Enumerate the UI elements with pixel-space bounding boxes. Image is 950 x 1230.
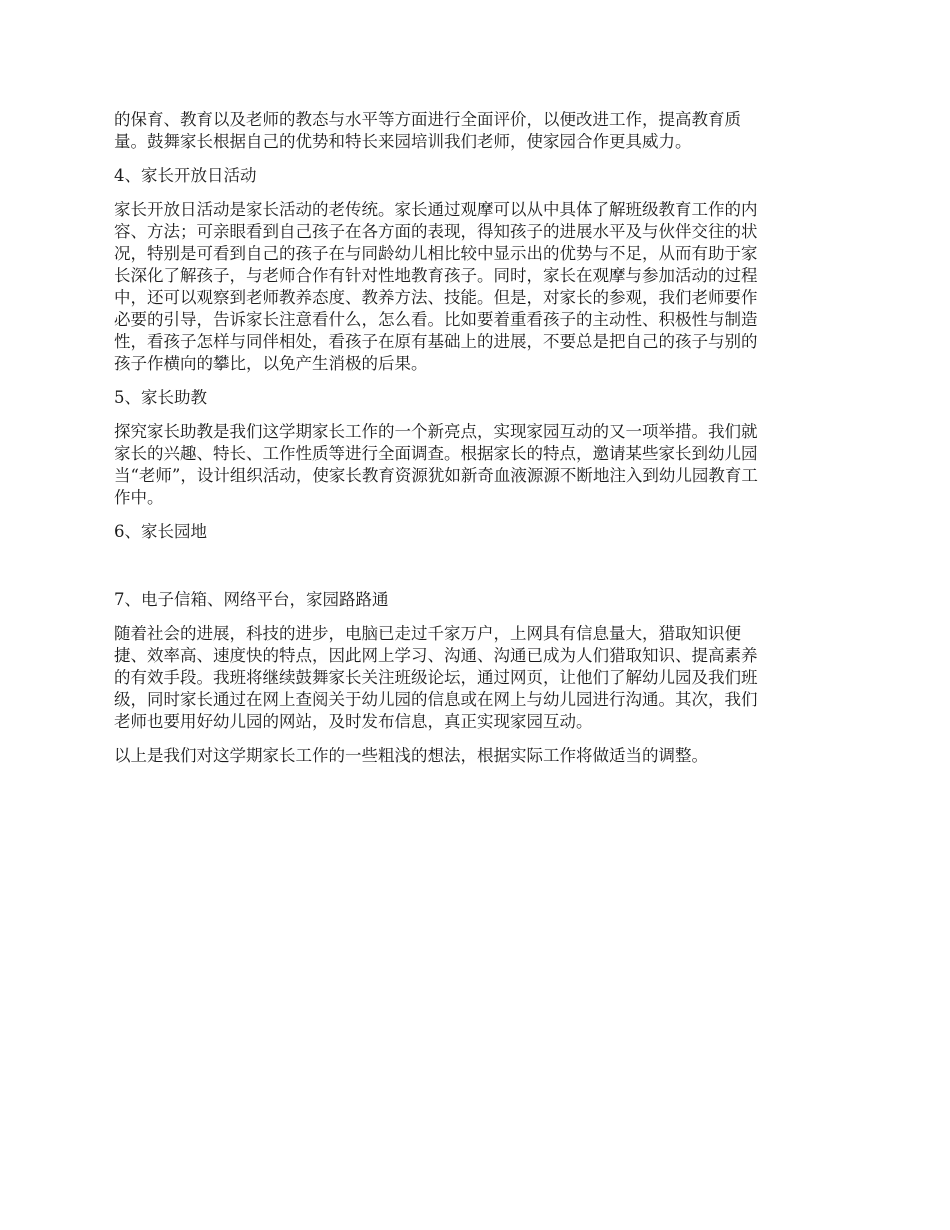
text-line: 长深化了解孩子，与老师合作有针对性地教育孩子。同时，家长在观摩与参加活动的过程 xyxy=(114,266,758,285)
text-line: 探究家长助教是我们这学期家长工作的一个新亮点，实现家园互动的又一项举措。我们就 xyxy=(114,422,758,441)
text-line: 孩子作横向的攀比，以免产生消极的后果。 xyxy=(114,354,428,373)
text-line: 以上是我们对这学期家长工作的一些粗浅的想法，根据实际工作将做适当的调整。 xyxy=(114,746,708,765)
paragraph-conclusion xyxy=(114,745,844,767)
text-line: 老师也要用好幼儿园的网站，及时发布信息，真正实现家园互动。 xyxy=(114,712,593,731)
paragraph-evaluation xyxy=(114,109,844,153)
text-line: 量。鼓舞家长根据自己的优势和特长来园培训我们老师，使家园合作更具威力。 xyxy=(114,132,692,151)
text-line: 况，特别是可看到自己的孩子在与同龄幼儿相比较中显示出的优势与不足，从而有助于家 xyxy=(114,244,758,263)
text-line: 随着社会的进展，科技的进步，电脑已走过千家万户，上网具有信息量大，猎取知识便 xyxy=(114,624,741,643)
paragraph-parent-assistant xyxy=(114,421,844,509)
blank-space xyxy=(114,555,844,589)
text-line: 当“老师”，设计组织活动，使家长教育资源犹如新奇血液源源不断地注入到幼儿园教育工 xyxy=(114,466,758,485)
text-line: 作中。 xyxy=(114,488,164,507)
text-line: 必要的引导，告诉家长注意看什么，怎么看。比如要着重看孩子的主动性、积极性与制造 xyxy=(114,310,758,329)
text-line: 中，还可以观察到老师教养态度、教养方法、技能。但是，对家长的参观，我们老师要作 xyxy=(114,288,758,307)
text-line: 家长的兴趣、特长、工作性质等进行全面调查。根据家长的特点，邀请某些家长到幼儿园 xyxy=(114,444,758,463)
text-line: 容、方法；可亲眼看到自己孩子在各方面的表现，得知孩子的进展水平及与伙伴交往的状 xyxy=(114,222,758,241)
paragraph-open-day xyxy=(114,199,844,375)
text-line: 级，同时家长通过在网上查阅关于幼儿园的信息或在网上与幼儿园进行沟通。其次，我们 xyxy=(114,690,758,709)
text-line: 性，看孩子怎样与同伴相处，看孩子在原有基础上的进展，不要总是把自己的孩子与别的 xyxy=(114,332,758,351)
section-heading-email-network: 7、电子信箱、网络平台，家园路路通 xyxy=(114,590,389,609)
section-heading-open-day: 4、家长开放日活动 xyxy=(114,166,257,185)
section-heading-parent-assistant: 5、家长助教 xyxy=(114,388,207,407)
text-line: 的有效手段。我班将继续鼓舞家长关注班级论坛，通过网页，让他们了解幼儿园及我们班 xyxy=(114,668,758,687)
text-line: 家长开放日活动是家长活动的老传统。家长通过观摩可以从中具体了解班级教育工作的内 xyxy=(114,200,758,219)
text-line: 的保育、教育以及老师的教态与水平等方面进行全面评价，以便改进工作，提高教育质 xyxy=(114,110,741,129)
document-page xyxy=(114,109,844,779)
text-line: 捷、效率高、速度快的特点，因此网上学习、沟通、沟通已成为人们猎取知识、提高素养 xyxy=(114,646,758,665)
paragraph-email-network xyxy=(114,623,844,733)
section-heading-parent-garden: 6、家长园地 xyxy=(114,522,207,541)
